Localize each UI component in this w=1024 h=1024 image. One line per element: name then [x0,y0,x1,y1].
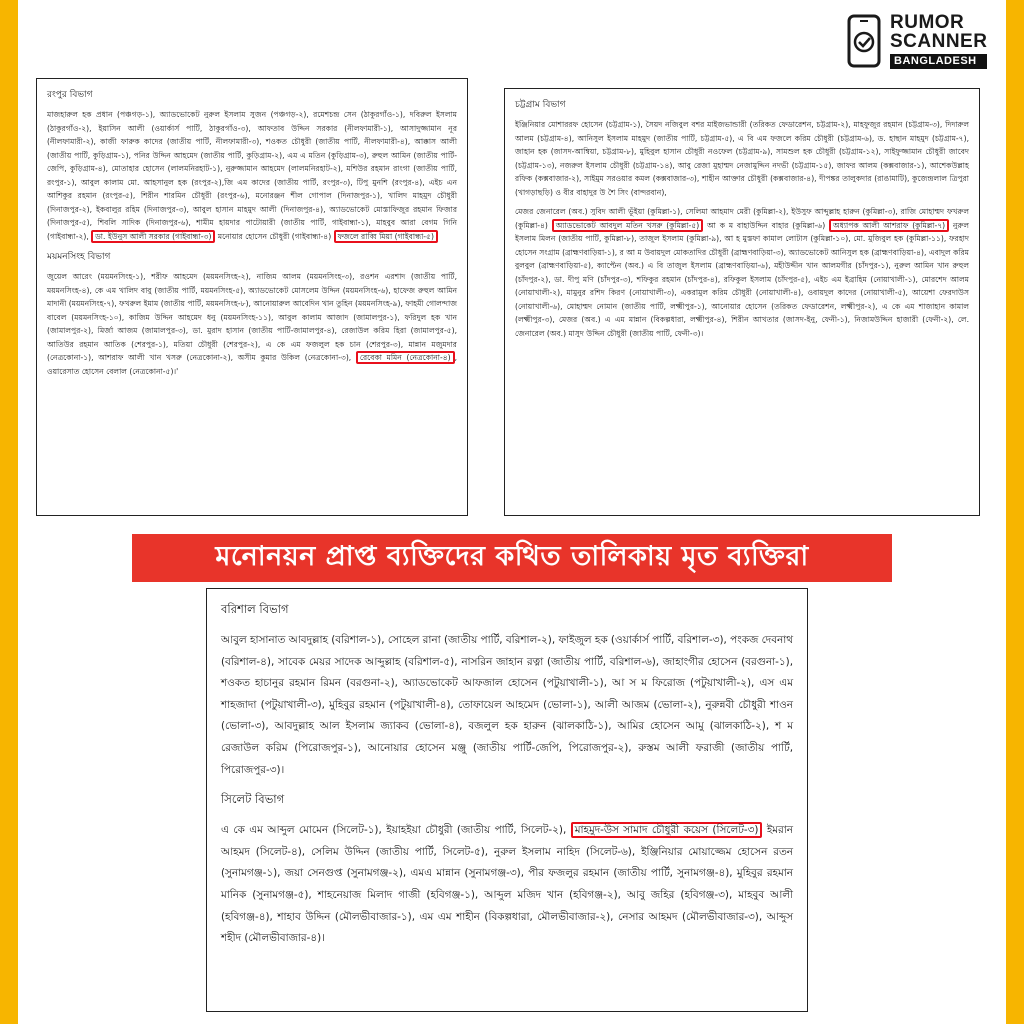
chittagong-paragraph-2 [515,205,969,340]
mymensingh-text-a: জুয়েল আরেং (ময়মনসিংহ-১), শরীফ আহমেদ (ময়মনসিংহ-২), নাজিম আলম (ময়মনসিংহ-৩), রওশন এরশাদ (জাতীয় পার্টি, ময়মনসিংহ-৪), কে এম খালিদ বাবু (জাতীয় পার্টি, ময়মনসিংহ-৫), অ্যাডভোকেট মোসলেম উদ্দিন (ময়মনসিংহ-৬), হাফেজ রুহুল আমিন মাদানী (ময়মনসিংহ-৭), ফখরুল ইমাম (জাতীয় পার্টি, ময়মনসিংহ-৮), আনোয়ারুল আবেদিন খান তুহিন (ময়মনসিংহ-৯), ফাহমী গোলন্দাজ বাবেল (ময়মনসিংহ-১০), কাজিম উদ্দিন আহমেদ ধনু (ময়মনসিংহ-১১), আবুল কালাম আজাদ (জামালপুর-১), ফরিদুল হক খান (জামালপুর-২), মির্জা আজম (জামালপুর-৩), ডা. মুরাদ হাসান (জাতীয় পার্টি-জামালপুর-৪), রেজাউল করিম হিরা (জামালপুর-৫), আতিউর রহমান আতিক (শেরপুর-১), মতিয়া চৌধুরী (শেরপুর-২), এ কে এম ফজলুল হক চান (শেরপুর-৩), মান্নান মজুমদার (নেত্রকোনা-১), আশরাফ আলী খান খসরু (নেত্রকোনা-২), অসীম কুমার উকিল (নেত্রকোনা-৩), [47,272,457,362]
chittagong-text-c: নুরুল ইসলাম মিলন (জাতীয় পার্টি, কুমিল্লা-৮), তাজুল ইসলাম (কুমিল্লা-৯), আ হ মুস্তফা কামাল লোটাস (কুমিল্লা-১০), মো. মুজিবুল হক (কুমিল্লা-১১), ফরহাদ হোসেন সংগ্রাম (ব্রাহ্মণবাড়িয়া-১), র আ ম উবায়দুল মোকতাদির চৌধুরী (ব্রাহ্মণবাড়িয়া-৩), অ্যাডভোকেট আনিসুল হক (ব্রাহ্মণবাড়িয়া-৪), এবাদুল করিম বুলবুল (ব্রাহ্মণবাড়িয়া-৫), ক্যাপ্টেন (অব.) এ বি তাজুল ইসলাম (ব্রাহ্মণবাড়িয়া-৬), মহীউদ্দীন খান আলমগীর (চাঁদপুর-১), নুরুল আমিন খান রুহুল (চাঁদপুর-২), ডা. দীপু মণি (চাঁদপুর-৩), শফিকুর রহমান (চাঁদপুর-৪), রফিকুল ইসলাম (চাঁদপুর-৫), এইচ এম ইব্রাহিম (নোয়াখালী-১), মোরশেদ আলম (নোয়াখালী-২), মামুনুর রশিদ কিরণ (নোয়াখালী-৩), একরামুল করিম চৌধুরী (নোয়াখালী-৪), ওবায়দুল কাদের (নোয়াখালী-৫), আয়েশা ফেরদাউস (নোয়াখালী-৬), মোহাম্মদ নোমান (জাতীয় পার্টি, লক্ষ্মীপুর-১), আনোয়ার হোসেন (তরিকত ফেডারেশন, লক্ষ্মীপুর-২), এ কে এম শাজাহান কামাল (লক্ষ্মীপুর-৩), মেজর (অব.) এ এম মান্নান (বিকল্পধারা, লক্ষ্মীপুর-৪), শিরীন আখতার (জাসদ-ইনু, ফেনী-১), নিজামউদ্দিন হাজারী (ফেনী-২), লে. জেনারেল (অব.) মাসুদ উদ্দিন চৌধুরী (জাতীয় পার্টি, ফেনী-৩)। [515,220,969,338]
highlight-netrokona-4: রেবেকা মমিন (নেত্রকোনা-৪) [356,351,455,364]
barishal-paragraph: আবুল হাসানাত আবদুল্লাহ (বরিশাল-১), সোহেল রানা (জাতীয় পার্টি, বরিশাল-২), ফাইজুল হক (ওয়ার্কার্স পার্টি, বরিশাল-৩), পংকজ দেবনাথ (বরিশাল-৪), সাবেক মেয়র সাদেক আব্দুল্লাহ (বরিশাল-৫), নাসরিন জাহান রত্না (জাতীয় পার্টি, বরিশাল-৬), জাহাংগীর হোসেন (বরগুনা-১), শওকত হাচানুর রহমান রিমন (বরগুনা-২), অ্যাডভোকেট আফজাল হোসেন (পটুয়াখালী-১), আ স ম ফিরোজ (পটুয়াখালী-২), এস এম শাহজাদা (পটুয়াখালী-৩), মুহিবুর রহমান (পটুয়াখালী-৪), তোফায়েল আহমেদ (ভোলা-১), আলী আজম (ভোলা-২), নুরুন্নবী চৌধুরী শাওন (ভোলা-৩), আবদুল্লাহ আল ইসলাম জ্যাকব (ভোলা-৪), বজলুল হক হারুন (ঝালকাঠি-১), আমির হোসেন আমু (ঝালকাঠি-২), শ ম রেজাউল করিম (পিরোজপুর-১), আনোয়ার হোসেন মঞ্জু (জাতীয় পার্টি-জেপি, পিরোজপুর-২), রুস্তম আলী ফরাজী (জাতীয় পার্টি, পিরোজপুর-৩)। [221,634,793,776]
highlight-gaibandha-5: ফজলে রাব্বি মিয়া (গাইবান্ধা-৫) [334,230,438,243]
mymensingh-heading: ময়মনসিংহ বিভাগ [47,252,111,262]
sylhet-text-b: ইমরান আহমদ (সিলেট-৪), সেলিম উদ্দিন (জাতীয় পার্টি, সিলেট-৫), নুরুল ইসলাম নাহিদ (সিলেট-৬), ইঞ্জিনিয়ার মোয়াজ্জেম হোসেন রতন (সুনামগঞ্জ-১), জয়া সেনগুপ্ত (সুনামগঞ্জ-২), এমএ মান্নান (সুনামগঞ্জ-৩), পীর ফজলুর রহমান (জাতীয় পার্টি, সুনামগঞ্জ-৪), মুহিবুর রহমান মানিক (সুনামগঞ্জ-৫), শাহনেয়াজ মিলাদ গাজী (হবিগঞ্জ-১), আব্দুল মজিদ খান (হবিগঞ্জ-২), আবু জহির (হবিগঞ্জ-৩), মাহবুব আলী (হবিগঞ্জ-৪), শাহাব উদ্দিন (মৌলভীবাজার-১), এম এম শাহীন (বিকল্পধারা, মৌলভীবাজার-২), নেসার আহমদ (মৌলভীবাজার-৩), আব্দুস শহীদ (মৌলভীবাজার-৪)। [221,824,793,945]
yellow-frame-left [0,0,18,1024]
barishal-heading: বরিশাল বিভাগ [221,602,289,616]
sylhet-paragraph [221,820,793,950]
chittagong-paragraph-1: ইঞ্জিনিয়ার মোশাররফ হোসেন (চট্টগ্রাম-১), সৈয়দ নজিবুল বশর মাইজভান্ডারী (তরিকত ফেডারেশন, চট্টগ্রাম-২), মাহফুজুর রহমান (চট্টগ্রাম-৩), দিদারুল আলম (চট্টগ্রাম-৪), আনিসুল ইসলাম মাহমুদ (জাতীয় পার্টি, চট্টগ্রাম-৫), এ বি এম ফজলে করিম চৌধুরী (চট্টগ্রাম-৬), ড. হাছান মাহমুদ (চট্টগ্রাম-৭), জাহান হক (জাসদ-আম্বিয়া, চট্টগ্রাম-৮), মুহিবুল হাসান চৌধুরী নওফেল (চট্টগ্রাম-৯), সামশুল হক চৌধুরী (চট্টগ্রাম-১২), সাইফুজ্জামান চৌধুরী জাবেদ (চট্টগ্রাম-১৩), নজরুল ইসলাম চৌধুরী (চট্টগ্রাম-১৪), আবু রেজা মুহাম্মদ নেজামুদ্দিন নদভী (চট্টগ্রাম-১৫), জাফর আলম (কক্সবাজার-১), আশেকউল্লাহ রফিক (কক্সবাজার-২), সাইমুম সরওয়ার কমল (কক্সবাজার-৩), শাহীন আক্তার চৌধুরী (কক্সবাজার-৪), দীপঙ্কর তালুকদার (রাঙামাটি), কুজেন্দ্রলাল ত্রিপুরা (খাগড়াছড়ি) ও বীর বাহাদুর উ শৈ সিং (বান্দরবান), [515,120,970,197]
rangpur-heading: রংপুর বিভাগ [47,90,93,100]
chittagong-document [504,88,980,516]
sylhet-text-a: এ কে এম আব্দুল মোমেন (সিলেট-১), ইয়াহইয়া চৌধুরী (জাতীয় পার্টি, সিলেট-২), [221,824,567,837]
rumor-scanner-logo [846,10,994,72]
rangpur-paragraph [47,108,457,243]
highlight-cumilla-5: অ্যাডভোকেট আবদুল মতিন খসরু (কুমিল্লা-৫) [552,219,703,232]
phone-check-icon [846,14,884,68]
chittagong-heading: চট্টগ্রাম বিভাগ [515,100,566,110]
chittagong-text-a: মেজর জেনারেল (অব.) সুবিদ আলী ভূঁইয়া (কুমিল্লা-১), সেলিমা আহমাদ মেরী (কুমিল্লা-২), ইউসুফ আব্দুল্লাহ হারুন (কুমিল্লা-৩), রাজি মোহাম্মদ ফখরুল (কুমিল্লা-৪) [515,207,969,230]
mymensingh-text-b: , ওয়ারেসাত হোসেন বেলাল (নেত্রকোনা-৫)।' [47,353,458,376]
chittagong-text-b: আ ক ম বাহাউদ্দিন বাহার (কুমিল্লা-৬) [707,220,826,230]
mymensingh-paragraph [47,270,457,378]
rangpur-mymensingh-document [36,78,468,516]
rangpur-text-a: মাজহারুল হক প্রধান (পঞ্চগড়-১), অ্যাডভোকেট নুরুল ইসলাম সুজন (পঞ্চগড়-২), রমেশচন্দ্র সেন (ঠাকুরগাঁও-১), দবিরুল ইসলাম (ঠাকুরগাঁও-২), ইয়াসিন আলী (ওয়ার্কার্স পার্টি, ঠাকুরগাঁও-৩), আফতাব উদ্দিন সরকার (নীলফামারী-১), আসাদুজ্জামান নূর (নীলফামারী-২), কাজী ফারুক কাদের (জাতীয় পার্টি, নীলফামারী-৩), শওকত চৌধুরী (জাতীয় পার্টি, নীলফামারী-৪), আক্কাস আলী (জাতীয় পার্টি, কুড়িগ্রাম-১), পনির উদ্দিন আহমেদ (জাতীয় পার্টি, কুড়িগ্রাম-২), এম এ মতিন (কুড়িগ্রাম-৩), রুহুল আমিন (জাতীয় পার্টি-জেপি, কুড়িগ্রাম-৪), মোতাহার হোসেন (লালমনিরহাট-১), নুরুজ্জামান আহমেদ (লালমনিরহাট-২), মশিউর রহমান রাংগা (জাতীয় পার্টি, রংপুর-১), আবুল কালাম মো. আহসানুল হক (রংপুর-২),জি এম কাদের (জাতীয় পার্টি, রংপুর-৩), টিপু মুনশি (রংপুর-৪), এইচ এন আশিকুর রহমান (রংপুর-৫), শিরীন শারমিন চৌধুরী (রংপুর-৬), মনোরঞ্জন শীল গোপাল (দিনাজপুর-১), খালিদ মাহমুদ চৌধুরী (দিনাজপুর-২), ইকবালুর রহিম (দিনাজপুর-৩), আবুল হাসান মাহমুদ আলী (দিনাজপুর-৪), অ্যাডভোকেট মোস্তাফিজুর রহমান ফিজার (দিনাজপুর-৫), শিবলি সাদিক (দিনাজপুর-৬), শামীম হায়দার পাটোয়ারী (জাতীয় পার্টি, গাইবান্ধা-১), মাহবুব আরা বেগম গিনি (গাইবান্ধা-২), [47,110,457,241]
highlight-gaibandha-3: ডা. ইউনুস আলী সরকার (গাইবান্ধা-৩) [91,230,215,243]
sylhet-heading: সিলেট বিভাগ [221,792,285,807]
rangpur-text-b: মনোয়ার হোসেন চৌধুরী (গাইবান্ধা-৪) [217,231,332,241]
barishal-sylhet-document [206,588,808,1012]
logo-line-1: RUMOR [890,12,965,33]
logo-subtitle: BANGLADESH [890,54,987,69]
headline-banner: মনোনয়ন প্রাপ্ত ব্যক্তিদের কথিত তালিকায় মৃত ব্যক্তিরা [132,534,892,582]
logo-line-2: SCANNER [890,31,988,52]
yellow-frame-right [1006,0,1024,1024]
highlight-sylhet-3: মাহমুদ-উস সামাদ চৌধুরী কয়েস (সিলেট-৩) [571,822,763,838]
highlight-cumilla-7: অধ্যাপক আলী আশরাফ (কুমিল্লা-৭) [829,219,949,232]
